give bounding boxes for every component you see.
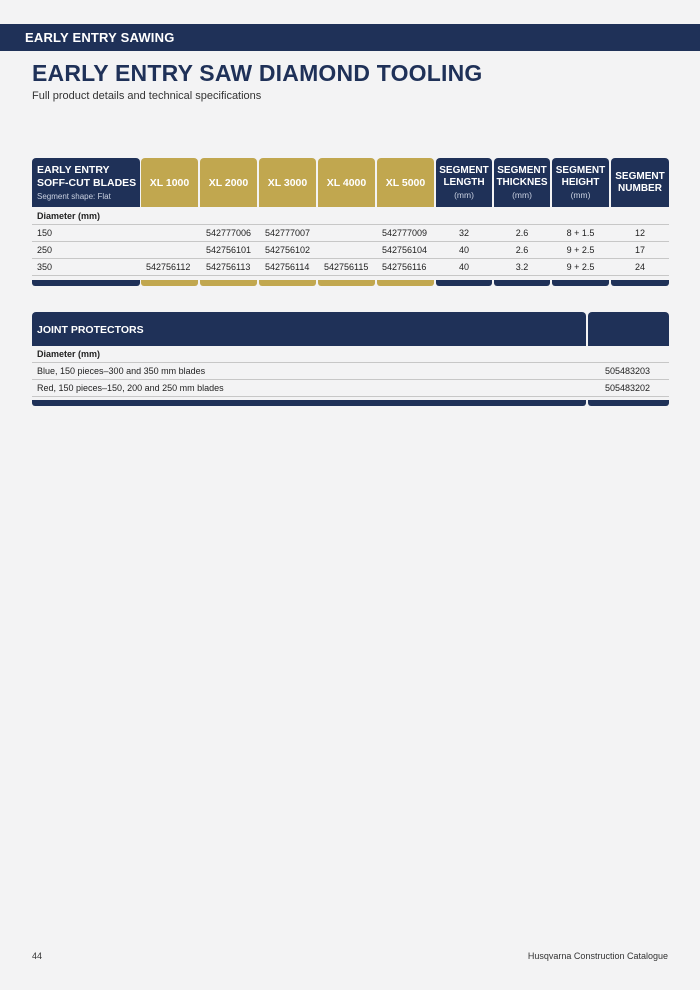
- header-line: SEGMENT: [555, 165, 606, 176]
- xl3000-code: 542756114: [265, 262, 310, 272]
- diameter-subheader-row: [32, 346, 669, 363]
- diameter-subheader: Diameter (mm): [37, 211, 101, 221]
- header-unit: (mm): [570, 190, 591, 200]
- joint-protector-code: 505483202: [605, 383, 651, 393]
- xl5000-code: 542756104: [382, 245, 428, 255]
- model-label: XL 2000: [208, 176, 249, 189]
- header-line: SEGMENT: [439, 165, 489, 176]
- table-footer-bar: [318, 280, 375, 286]
- segment-thickness-value: 3.2: [515, 262, 529, 272]
- column-header-segment-number: [611, 158, 669, 207]
- joint-protector-label: Red, 150 pieces–150, 200 and 250 mm blades: [37, 383, 224, 393]
- diameter-value: 350: [37, 262, 53, 272]
- xl5000-code: 542756116: [382, 262, 427, 272]
- table-row: [32, 380, 669, 397]
- table-footer-bar: [32, 400, 586, 406]
- segment-number-value: 24: [634, 262, 645, 272]
- header-unit: (mm): [454, 190, 474, 200]
- segment-length-value: 32: [458, 228, 469, 238]
- table-row: [32, 259, 669, 276]
- segment-length-value: 40: [458, 245, 469, 255]
- header-line: SEGMENT: [615, 170, 665, 182]
- segment-thickness-value: 2.6: [515, 245, 529, 255]
- header-line: HEIGHT: [561, 177, 600, 188]
- segment-height-value: 8 + 1.5: [566, 228, 595, 238]
- blades-header-line2: SOFF-CUT BLADES: [37, 177, 137, 189]
- page-number: 44: [32, 951, 43, 961]
- xl1000-code: 542756112: [146, 262, 191, 272]
- model-label: XL 3000: [267, 176, 308, 189]
- xl4000-code: 542756115: [324, 262, 369, 272]
- model-label: XL 5000: [385, 176, 426, 189]
- table-row: [32, 363, 669, 380]
- table-footer-bar: [588, 400, 669, 406]
- segment-shape-note: Segment shape: Flat: [37, 192, 111, 201]
- segment-length-value: 40: [458, 262, 469, 272]
- page-title: EARLY ENTRY SAW DIAMOND TOOLING: [32, 60, 483, 86]
- diameter-value: 150: [37, 228, 53, 238]
- joint-protector-label: Blue, 150 pieces–300 and 350 mm blades: [37, 366, 206, 376]
- joint-protectors-code-header: [588, 312, 669, 346]
- column-header-segment-thickness: [494, 158, 550, 207]
- diameter-subheader: Diameter (mm): [37, 349, 101, 359]
- header-line: SEGMENT: [497, 165, 547, 176]
- xl3000-code: 542777007: [265, 228, 311, 238]
- xl5000-code: 542777009: [382, 228, 428, 238]
- table-footer-bar: [259, 280, 316, 286]
- page-subtitle: Full product details and technical specifications: [32, 90, 262, 102]
- header-line: THICKNES: [496, 177, 548, 188]
- segment-number-value: 17: [634, 245, 645, 255]
- table-footer-bar: [436, 280, 492, 286]
- joint-protectors-title: JOINT PROTECTORS: [37, 324, 144, 336]
- xl2000-code: 542777006: [206, 228, 252, 238]
- table-footer-bar: [32, 280, 140, 286]
- diameter-value: 250: [37, 245, 53, 255]
- column-header-xl1000: [141, 158, 198, 207]
- table-footer-bar: [552, 280, 609, 286]
- xl2000-code: 542756113: [206, 262, 251, 272]
- xl2000-code: 542756101: [206, 245, 252, 255]
- table-footer-bar: [494, 280, 550, 286]
- table-footer-bar: [377, 280, 434, 286]
- column-header-segment-length: [436, 158, 492, 207]
- table-footer-bar: [200, 280, 257, 286]
- model-label: XL 4000: [326, 176, 367, 189]
- header-unit: (mm): [512, 190, 532, 200]
- header-line: NUMBER: [618, 182, 662, 194]
- header-line: LENGTH: [443, 177, 485, 188]
- segment-height-value: 9 + 2.5: [566, 245, 595, 255]
- xl3000-code: 542756102: [265, 245, 311, 255]
- table-footer-bar: [141, 280, 198, 286]
- segment-height-value: 9 + 2.5: [566, 262, 595, 272]
- joint-protector-code: 505483203: [605, 366, 651, 376]
- catalogue-name: Husqvarna Construction Catalogue: [527, 951, 668, 961]
- column-header-xl5000: [377, 158, 434, 207]
- table-footer-bar: [611, 280, 669, 286]
- section-banner: [0, 24, 700, 51]
- model-label: XL 1000: [149, 176, 190, 189]
- table-row: [32, 242, 669, 259]
- segment-thickness-value: 2.6: [515, 228, 529, 238]
- column-header-xl4000: [318, 158, 375, 207]
- column-header-xl3000: [259, 158, 316, 207]
- table-row: [32, 225, 669, 242]
- section-title: EARLY ENTRY SAWING: [25, 30, 175, 45]
- column-header-xl2000: [200, 158, 257, 207]
- blades-header-cell: [32, 158, 140, 207]
- segment-number-value: 12: [634, 228, 645, 238]
- column-header-segment-height: [552, 158, 609, 207]
- diameter-subheader-row: [32, 208, 669, 225]
- blades-header-line1: EARLY ENTRY: [37, 164, 110, 176]
